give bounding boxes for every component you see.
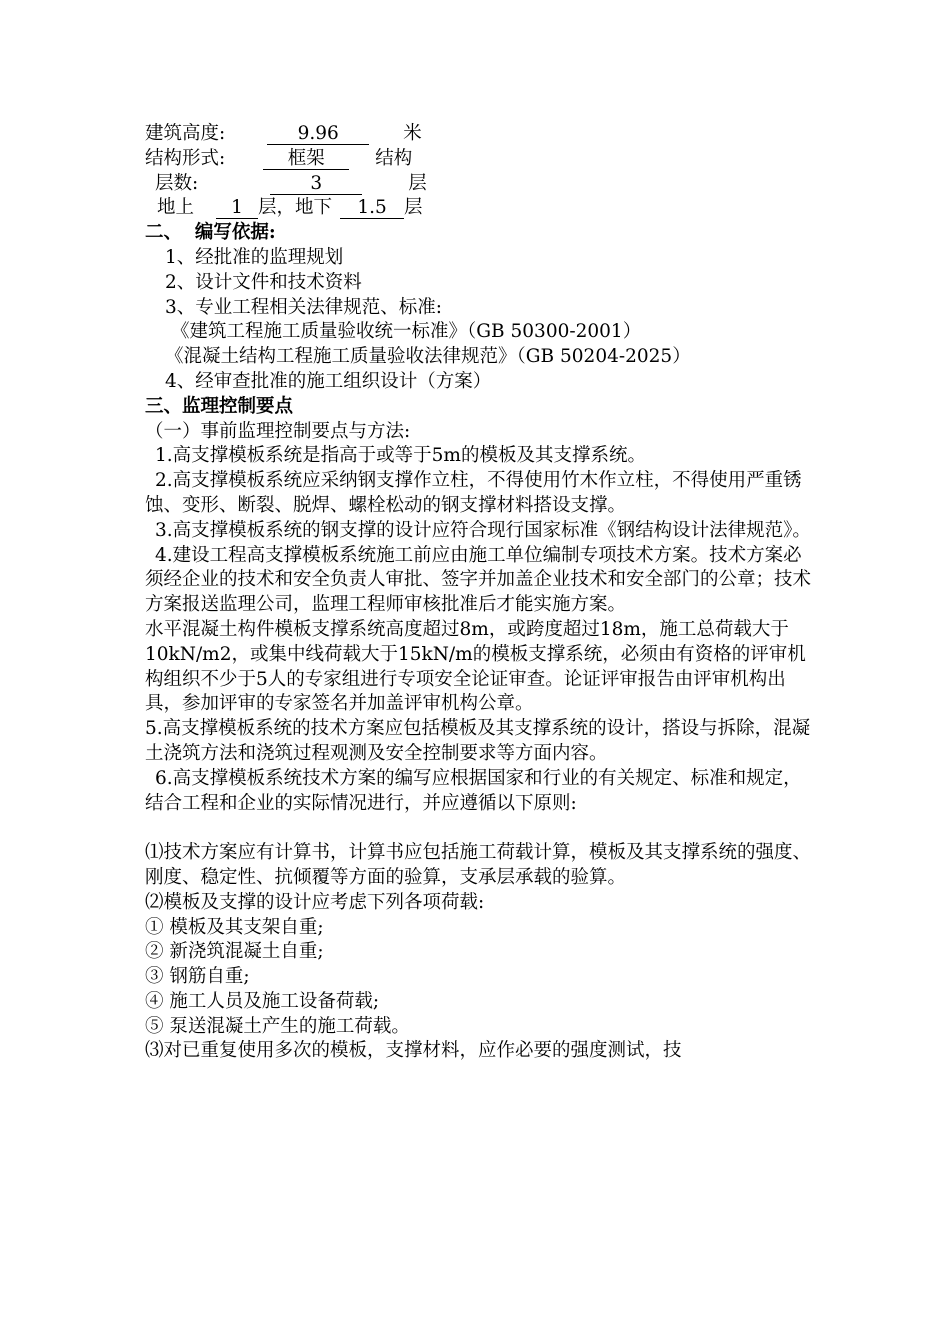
floors-unit: 层 [408,172,427,194]
above-ground-unit: 层，地下 [258,197,333,219]
structure-type-label: 结构形式: [145,147,226,169]
load-item-2: ② 新浇筑混凝土自重; [145,941,324,963]
document-body [145,122,815,1064]
load-item-1: ① 模板及其支架自重; [145,916,324,938]
principle-3: ⑶对已重复使用多次的模板，支撑材料，应作必要的强度测试，技 [145,1040,682,1062]
paragraph-4-continued: 水平混凝土构件模板支撑系统高度超过8m，或跨度超过18m，施工总荷载大于10kN/m2，或集中线荷载大于15kN/m的模板支撑系统，必须由有资格的评审机构组织不少于5人的专家组进行专项安全论证审查。论证评审报告由评审机构出具，参加评审的专家签名并加盖评审机构公章。 [145,618,806,715]
standard-gb50204: 《混凝土结构工程施工质量验收法律规范》（GB 50204-2025） [165,346,691,368]
below-ground-unit: 层 [404,197,423,219]
paragraph-1: 1.高支撑模板系统是指高于或等于5m的模板及其支撑系统。 [155,445,646,467]
paragraph-2: 2.高支撑模板系统应采纳钢支撑作立柱，不得使用竹木作立柱，不得使用严重锈蚀、变形、断裂、脱焊、螺栓松动的钢支撑材料搭设支撑。 [145,470,802,516]
floors-row [145,172,815,197]
building-height-row [145,122,815,147]
structure-type-value: 框架 [263,149,349,170]
load-item-3: ③ 钢筋自重; [145,966,250,988]
basis-item-3: 3、专业工程相关法律规范、标准: [165,296,443,318]
section-2-heading: 二、 编写依据: [145,222,276,244]
building-height-label: 建筑高度: [145,123,226,144]
section-3-heading: 三、监理控制要点 [145,395,294,417]
floors-detail-row [145,196,815,221]
paragraph-3: 3.高支撑模板系统的钢支撑的设计应符合现行国家标准《钢结构设计法律规范》。 [155,519,811,541]
floors-value: 3 [270,174,362,195]
paragraph-4: 4.建设工程高支撑模板系统施工前应由施工单位编制专项技术方案。技术方案必须经企业的技术和安全负责人审批、签字并加盖企业技术和安全部门的公章；技术方案报送监理公司，监理工程师审核批准后才能实施方案。 [145,544,812,616]
basis-item-4: 4、经审查批准的施工组织设计（方案） [165,370,492,392]
basis-item-1: 1、经批准的监理规划 [165,246,344,268]
paragraph-5: 5.高支撑模板系统的技术方案应包括模板及其支撑系统的设计，搭设与拆除，混凝土浇筑方法和浇筑过程观测及安全控制要求等方面内容。 [145,718,811,764]
paragraph-6: 6.高支撑模板系统技术方案的编写应根据国家和行业的有关规定、标准和规定，结合工程和企业的实际情况进行，并应遵循以下原则: [145,767,802,814]
load-item-5: ⑤ 泵送混凝土产生的施工荷载。 [145,1015,410,1037]
standard-gb50300: 《建筑工程施工质量验收统一标准》（GB 50300-2001） [171,321,642,343]
blank-line [145,816,815,841]
load-item-4: ④ 施工人员及施工设备荷载; [145,990,380,1012]
subsection-1-heading: （一）事前监理控制要点与方法: [145,420,411,442]
above-ground-value: 1 [216,198,258,219]
principle-2: ⑵模板及支撑的设计应考虑下列各项荷载: [145,891,485,913]
above-ground-label: 地上 [157,197,195,219]
structure-type-row [145,147,815,172]
basis-item-2: 2、设计文件和技术资料 [165,271,362,293]
building-height-value: 9.96 [267,124,369,145]
building-height-unit: 米 [403,123,422,144]
below-ground-value: 1.5 [340,198,404,219]
floors-label: 层数: [155,172,199,194]
structure-type-unit: 结构 [375,147,413,169]
principle-1: ⑴技术方案应有计算书，计算书应包括施工荷载计算，模板及其支撑系统的强度、刚度、稳定性、抗倾覆等方面的验算，支承层承载的验算。 [145,842,812,888]
